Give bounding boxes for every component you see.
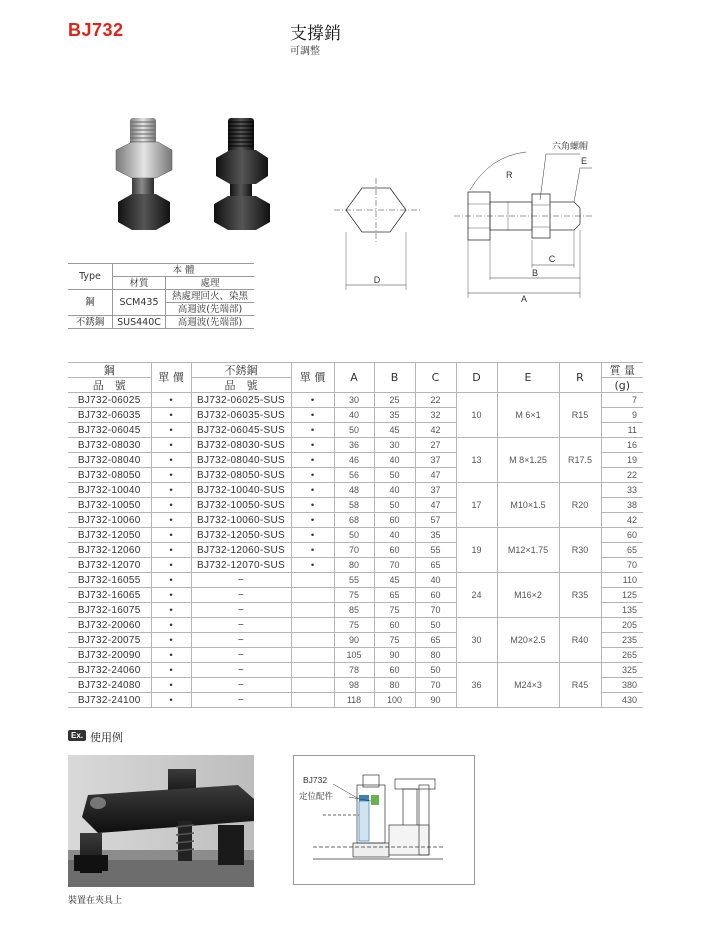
steel-code-cell: BJ732-20090 xyxy=(68,648,151,663)
a-cell: 58 xyxy=(334,498,374,513)
e-cell: M10×1.5 xyxy=(497,483,559,528)
e-cell: M 8×1.25 xyxy=(497,438,559,483)
steel-code-cell: BJ732-16065 xyxy=(68,588,151,603)
example-label: 使用例 xyxy=(90,731,123,744)
c-cell: 27 xyxy=(415,438,456,453)
type-cell: 不銹鋼 xyxy=(68,316,113,329)
sus-price-cell: • xyxy=(291,393,334,408)
stainless-code-cell: − xyxy=(191,588,291,603)
hex-end-view xyxy=(334,178,420,290)
table-row xyxy=(68,663,643,678)
sus-price-cell: • xyxy=(291,543,334,558)
c-cell: 47 xyxy=(415,468,456,483)
type-header: Type xyxy=(68,264,113,290)
r-cell: R35 xyxy=(559,573,601,618)
steel-code-cell: BJ732-16075 xyxy=(68,603,151,618)
material-cell: SCM435 xyxy=(113,290,166,316)
c-cell: 80 xyxy=(415,648,456,663)
a-cell: 78 xyxy=(334,663,374,678)
steel-code-cell: BJ732-06025 xyxy=(68,393,151,408)
b-cell: 40 xyxy=(374,483,415,498)
steel-code-cell: BJ732-20060 xyxy=(68,618,151,633)
dim-label-a: A xyxy=(520,294,528,304)
weight-cell: 7 xyxy=(601,393,643,408)
type-cell: 鋼 xyxy=(68,290,113,316)
c-cell: 32 xyxy=(415,408,456,423)
weight-cell: 42 xyxy=(601,513,643,528)
d-cell: 17 xyxy=(456,483,497,528)
sus-price-cell xyxy=(291,663,334,678)
stainless-code-cell: BJ732-12050-SUS xyxy=(191,528,291,543)
d-cell: 10 xyxy=(456,393,497,438)
b-cell: 40 xyxy=(374,453,415,468)
dim-label-d: D xyxy=(373,275,381,285)
c-cell: 35 xyxy=(415,528,456,543)
sus-price-cell xyxy=(291,618,334,633)
price-cell: • xyxy=(151,528,191,543)
price-cell: • xyxy=(151,498,191,513)
page-title: 支撐銷 xyxy=(290,24,341,44)
d-cell: 30 xyxy=(456,618,497,663)
b-cell: 30 xyxy=(374,438,415,453)
r-cell: R20 xyxy=(559,483,601,528)
price-cell: • xyxy=(151,543,191,558)
locator-callout: 定位配件 xyxy=(299,791,334,801)
weight-cell: 33 xyxy=(601,483,643,498)
price-cell: • xyxy=(151,588,191,603)
price-cell: • xyxy=(151,678,191,693)
stainless-code-cell: − xyxy=(191,618,291,633)
c-cell: 65 xyxy=(415,558,456,573)
stainless-code-cell: BJ732-10040-SUS xyxy=(191,483,291,498)
steel-code-cell: BJ732-12050 xyxy=(68,528,151,543)
b-cell: 25 xyxy=(374,393,415,408)
b-cell: 60 xyxy=(374,663,415,678)
c-cell: 55 xyxy=(415,543,456,558)
dim-label-e: E xyxy=(581,156,588,166)
a-cell: 105 xyxy=(334,648,374,663)
spec-table-body xyxy=(68,393,643,708)
weight-cell: 11 xyxy=(601,423,643,438)
sus-price-cell xyxy=(291,693,334,708)
a-cell: 56 xyxy=(334,468,374,483)
price-cell: • xyxy=(151,423,191,438)
c-cell: 40 xyxy=(415,573,456,588)
weight-cell: 380 xyxy=(601,678,643,693)
stainless-code-cell: BJ732-06035-SUS xyxy=(191,408,291,423)
a-cell: 50 xyxy=(334,528,374,543)
sus-price-cell xyxy=(291,588,334,603)
a-cell: 55 xyxy=(334,573,374,588)
stainless-code-cell: − xyxy=(191,693,291,708)
dimension-drawing xyxy=(330,130,600,310)
c-cell: 90 xyxy=(415,693,456,708)
b-cell: 60 xyxy=(374,513,415,528)
c-cell: 50 xyxy=(415,618,456,633)
b-header: B xyxy=(374,363,415,393)
locator-blue-icon xyxy=(359,795,369,801)
stainless-code-cell: BJ732-08030-SUS xyxy=(191,438,291,453)
a-cell: 48 xyxy=(334,483,374,498)
b-cell: 50 xyxy=(374,468,415,483)
steel-code-cell: BJ732-20075 xyxy=(68,633,151,648)
b-cell: 80 xyxy=(374,678,415,693)
a-cell: 40 xyxy=(334,408,374,423)
treatment-cell: 高週波(先端部) xyxy=(166,316,255,329)
d-cell: 36 xyxy=(456,663,497,708)
price-cell: • xyxy=(151,513,191,528)
a-cell: 90 xyxy=(334,633,374,648)
steel-code-cell: BJ732-08040 xyxy=(68,453,151,468)
stainless-code-cell: BJ732-10060-SUS xyxy=(191,513,291,528)
a-cell: 98 xyxy=(334,678,374,693)
stainless-code-cell: BJ732-06025-SUS xyxy=(191,393,291,408)
steel-code-cell: BJ732-24060 xyxy=(68,663,151,678)
steel-code-cell: BJ732-08050 xyxy=(68,468,151,483)
b-cell: 100 xyxy=(374,693,415,708)
sus-price-cell: • xyxy=(291,498,334,513)
sus-price-cell xyxy=(291,573,334,588)
usage-photo xyxy=(68,755,254,887)
steel-code-cell: BJ732-08030 xyxy=(68,438,151,453)
c-cell: 22 xyxy=(415,393,456,408)
a-cell: 46 xyxy=(334,453,374,468)
a-cell: 50 xyxy=(334,423,374,438)
steel-code-cell: BJ732-24080 xyxy=(68,678,151,693)
locator-green-icon xyxy=(371,795,379,805)
e-cell: M12×1.75 xyxy=(497,528,559,573)
a-cell: 80 xyxy=(334,558,374,573)
e-header: E xyxy=(497,363,559,393)
sus-price-cell xyxy=(291,603,334,618)
photo-caption: 裝置在夾具上 xyxy=(68,896,123,906)
sus-price-cell: • xyxy=(291,438,334,453)
price-cell: • xyxy=(151,573,191,588)
weight-cell: 19 xyxy=(601,453,643,468)
b-cell: 50 xyxy=(374,498,415,513)
b-cell: 60 xyxy=(374,618,415,633)
steel-code-cell: BJ732-10050 xyxy=(68,498,151,513)
price-cell: • xyxy=(151,393,191,408)
b-cell: 75 xyxy=(374,603,415,618)
hex-nut-label: 六角螺帽 xyxy=(552,141,589,151)
material-table xyxy=(68,263,254,329)
price-cell: • xyxy=(151,438,191,453)
b-cell: 45 xyxy=(374,573,415,588)
steel-code-cell: BJ732-06045 xyxy=(68,423,151,438)
sus-price-cell: • xyxy=(291,468,334,483)
stainless-code-cell: BJ732-10050-SUS xyxy=(191,498,291,513)
sus-price-cell: • xyxy=(291,558,334,573)
e-cell: M24×3 xyxy=(497,663,559,708)
steel-code-cell: BJ732-06035 xyxy=(68,408,151,423)
steel-code-cell: BJ732-10040 xyxy=(68,483,151,498)
price-cell: • xyxy=(151,633,191,648)
sus-price-cell: • xyxy=(291,528,334,543)
price-cell: • xyxy=(151,663,191,678)
weight-header: 質 量 xyxy=(601,363,643,378)
dim-label-b: B xyxy=(531,268,539,278)
e-cell: M 6×1 xyxy=(497,393,559,438)
a-cell: 68 xyxy=(334,513,374,528)
steel-code-cell: BJ732-16055 xyxy=(68,573,151,588)
stainless-code-cell: BJ732-06045-SUS xyxy=(191,423,291,438)
table-row xyxy=(68,618,643,633)
sus-price-cell xyxy=(291,648,334,663)
stainless-code-cell: BJ732-08040-SUS xyxy=(191,453,291,468)
material-header: 材質 xyxy=(113,277,166,290)
a-cell: 70 xyxy=(334,543,374,558)
weight-cell: 60 xyxy=(601,528,643,543)
c-header: C xyxy=(415,363,456,393)
b-cell: 90 xyxy=(374,648,415,663)
stainless-code-header: 品 號 xyxy=(191,378,291,393)
price-cell: • xyxy=(151,453,191,468)
steel-code-cell: BJ732-10060 xyxy=(68,513,151,528)
b-cell: 35 xyxy=(374,408,415,423)
sus-price-cell: • xyxy=(291,408,334,423)
a-cell: 75 xyxy=(334,588,374,603)
treatment-cell: 高週波(先端部) xyxy=(166,303,255,316)
r-header: R xyxy=(559,363,601,393)
weight-cell: 16 xyxy=(601,438,643,453)
bolt-side-view xyxy=(454,152,592,298)
spec-table xyxy=(68,362,643,708)
c-cell: 70 xyxy=(415,678,456,693)
c-cell: 37 xyxy=(415,453,456,468)
material-cell: SUS440C xyxy=(113,316,166,329)
c-cell: 65 xyxy=(415,633,456,648)
table-row xyxy=(68,483,643,498)
a-header: A xyxy=(334,363,374,393)
r-cell: R15 xyxy=(559,393,601,438)
sus-price-cell: • xyxy=(291,423,334,438)
table-row xyxy=(68,573,643,588)
c-cell: 57 xyxy=(415,513,456,528)
d-cell: 24 xyxy=(456,573,497,618)
stainless-header: 不銹鋼 xyxy=(191,363,291,378)
page-subtitle: 可調整 xyxy=(290,46,320,57)
r-cell: R40 xyxy=(559,618,601,663)
treatment-header: 處理 xyxy=(166,277,255,290)
stainless-code-cell: − xyxy=(191,633,291,648)
weight-cell: 22 xyxy=(601,468,643,483)
c-cell: 50 xyxy=(415,663,456,678)
product-code: BJ732 xyxy=(68,20,124,40)
c-cell: 47 xyxy=(415,498,456,513)
price-cell: • xyxy=(151,468,191,483)
stainless-code-cell: BJ732-08050-SUS xyxy=(191,468,291,483)
e-cell: M20×2.5 xyxy=(497,618,559,663)
b-cell: 75 xyxy=(374,633,415,648)
product-photo xyxy=(108,110,288,240)
c-cell: 60 xyxy=(415,588,456,603)
c-cell: 37 xyxy=(415,483,456,498)
usage-diagram xyxy=(293,755,475,885)
r-cell: R45 xyxy=(559,663,601,708)
silver-support-pin-icon xyxy=(116,118,172,230)
body-header: 本 體 xyxy=(113,264,255,277)
weight-cell: 38 xyxy=(601,498,643,513)
b-cell: 40 xyxy=(374,528,415,543)
bj732-callout: BJ732 xyxy=(303,775,328,785)
weight-cell: 325 xyxy=(601,663,643,678)
price-cell: • xyxy=(151,558,191,573)
sus-price-cell xyxy=(291,678,334,693)
stainless-code-cell: BJ732-12070-SUS xyxy=(191,558,291,573)
b-cell: 70 xyxy=(374,558,415,573)
table-row xyxy=(68,528,643,543)
weight-cell: 70 xyxy=(601,558,643,573)
price-cell: • xyxy=(151,693,191,708)
black-support-pin-icon xyxy=(214,118,270,230)
a-cell: 118 xyxy=(334,693,374,708)
weight-cell: 9 xyxy=(601,408,643,423)
a-cell: 30 xyxy=(334,393,374,408)
a-cell: 85 xyxy=(334,603,374,618)
price-cell: • xyxy=(151,408,191,423)
price-header: 單 價 xyxy=(151,363,191,393)
weight-unit-header: (g) xyxy=(601,378,643,393)
a-cell: 75 xyxy=(334,618,374,633)
steel-code-cell: BJ732-24100 xyxy=(68,693,151,708)
stainless-code-cell: − xyxy=(191,648,291,663)
a-cell: 36 xyxy=(334,438,374,453)
steel-code-cell: BJ732-12070 xyxy=(68,558,151,573)
weight-cell: 135 xyxy=(601,603,643,618)
weight-cell: 265 xyxy=(601,648,643,663)
table-row xyxy=(68,393,643,408)
price-cell: • xyxy=(151,648,191,663)
sus-price-cell: • xyxy=(291,513,334,528)
b-cell: 65 xyxy=(374,588,415,603)
d-header: D xyxy=(456,363,497,393)
sus-price-cell: • xyxy=(291,453,334,468)
example-badge: Ex. xyxy=(68,730,86,741)
sus-price-header: 單 價 xyxy=(291,363,334,393)
e-cell: M16×2 xyxy=(497,573,559,618)
weight-cell: 65 xyxy=(601,543,643,558)
dim-label-r: R xyxy=(506,170,513,180)
price-cell: • xyxy=(151,603,191,618)
stainless-code-cell: BJ732-12060-SUS xyxy=(191,543,291,558)
weight-cell: 205 xyxy=(601,618,643,633)
stainless-code-cell: − xyxy=(191,603,291,618)
r-cell: R17.5 xyxy=(559,438,601,483)
price-cell: • xyxy=(151,483,191,498)
weight-cell: 430 xyxy=(601,693,643,708)
b-cell: 45 xyxy=(374,423,415,438)
stainless-code-cell: − xyxy=(191,573,291,588)
weight-cell: 235 xyxy=(601,633,643,648)
treatment-cell: 熱處理回火、染黑 xyxy=(166,290,255,303)
steel-code-header: 品 號 xyxy=(68,378,151,393)
weight-cell: 110 xyxy=(601,573,643,588)
d-cell: 19 xyxy=(456,528,497,573)
d-cell: 13 xyxy=(456,438,497,483)
weight-cell: 125 xyxy=(601,588,643,603)
steel-header: 鋼 xyxy=(68,363,151,378)
price-cell: • xyxy=(151,618,191,633)
steel-code-cell: BJ732-12060 xyxy=(68,543,151,558)
sus-price-cell xyxy=(291,633,334,648)
b-cell: 60 xyxy=(374,543,415,558)
c-cell: 42 xyxy=(415,423,456,438)
r-cell: R30 xyxy=(559,528,601,573)
table-row xyxy=(68,438,643,453)
dim-label-c: C xyxy=(548,254,556,264)
sus-price-cell: • xyxy=(291,483,334,498)
c-cell: 70 xyxy=(415,603,456,618)
stainless-code-cell: − xyxy=(191,678,291,693)
stainless-code-cell: − xyxy=(191,663,291,678)
